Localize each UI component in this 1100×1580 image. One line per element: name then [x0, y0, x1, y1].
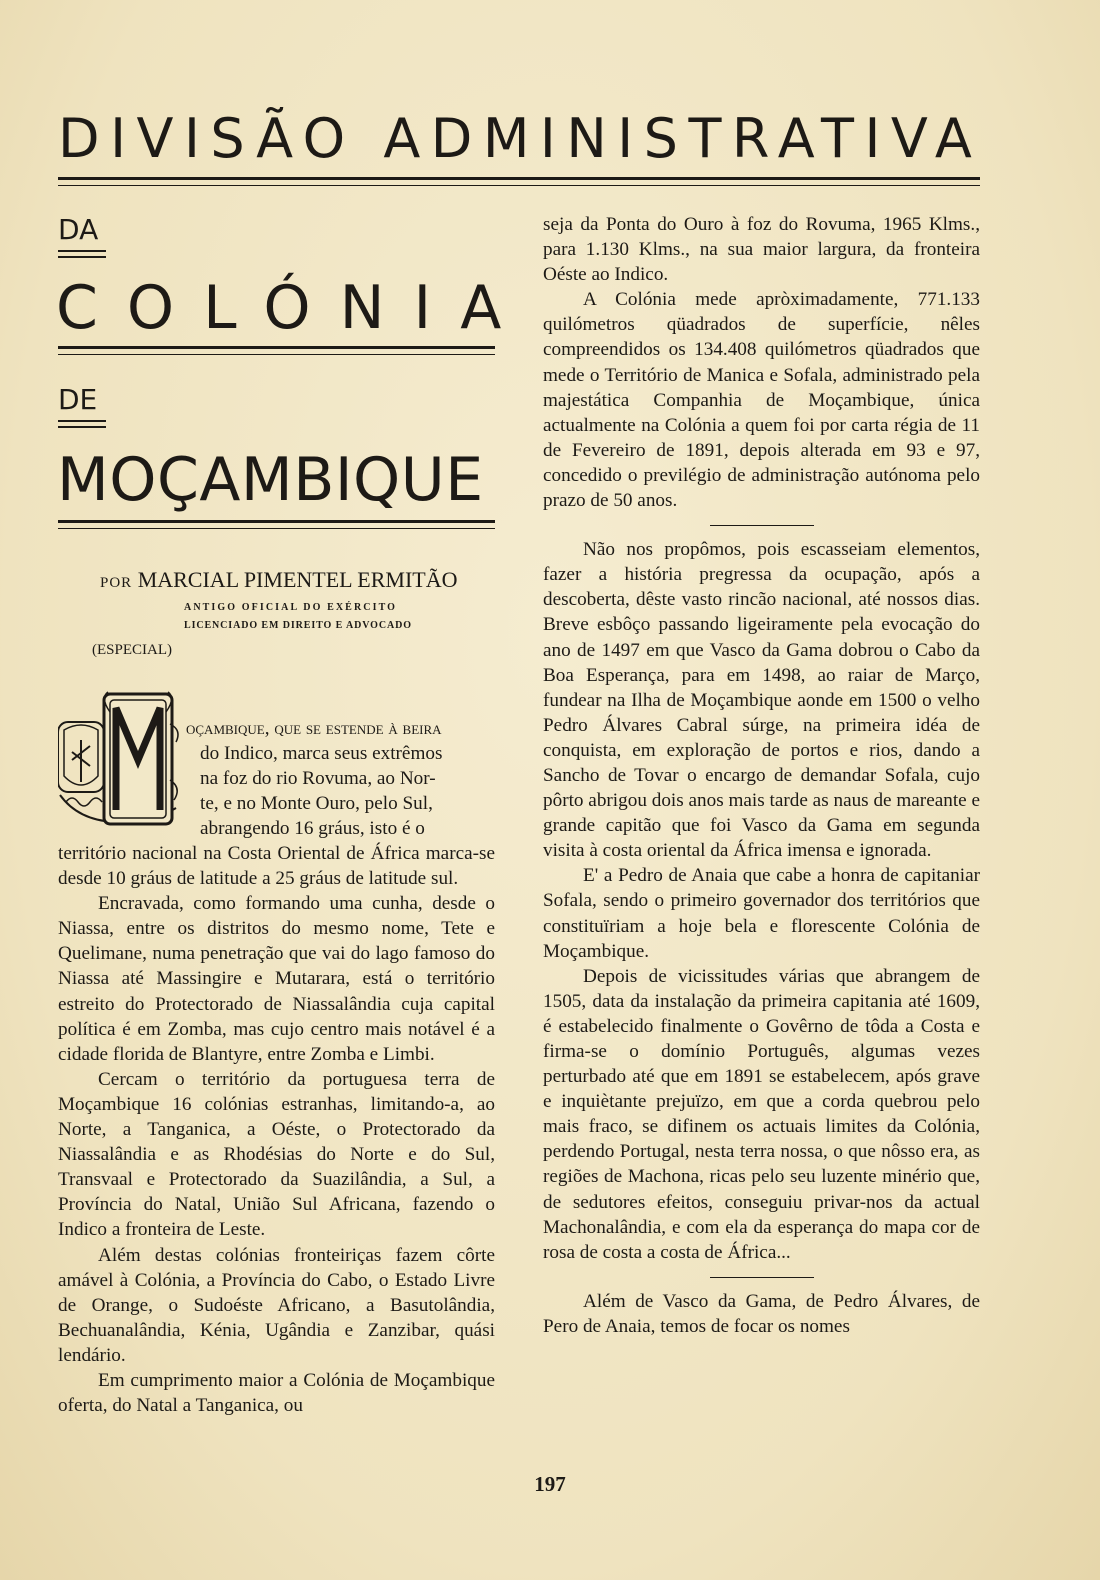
paragraph-right-5: Depois de vicissitudes várias que abrangem de 1505, data da instalação da primeira capitania até 1609, é estabelecido finalmente o Govêrno de tôda a Costa e firma-se o domínio Português, algumas vezes perturbado até que em 1891 se estabelecem, após grave e inquiètante prejuïzo, em que a corda quebrou pelo mais fraco, se difinem os actuais limites da Colónia, perdendo Portugal, nesta terra nossa, o que nôsso era, as regiões de Machona, ricas pelo seu luzente minério que, de sedutores efeitos, conseguiu privar-nos da actual Machonalândia, e com ela da esperança do mapa cor de rosa de costa a costa de África... [543, 965, 980, 1263]
title-rule-bottom [58, 185, 980, 186]
lead-line-2: do Indico, marca seus extrêmos [200, 743, 443, 764]
paragraph-right-2: A Colónia mede apròximadamente, 771.133 quilómetros qüadrados de superfície, nêles compreendidos os 134.408 quilómetros qüadrados que mede o Território de Manica e Sofala, administrado pela majestática Companhia de Moçambique, única actualmente na Colónia a quem foi por carta régia de 11 de Fevereiro de 1891, depois alterada em 93 e 97, concedido o previlégio de administração autónoma pelo prazo de 50 anos. [543, 289, 980, 512]
heading-colonia: COLÓNIA [56, 273, 531, 343]
title-rule-top [58, 177, 980, 180]
paragraph-left-1: território nacional na Costa Oriental de África marca-se desde 10 gráus de latitude a 25 gráus de latitude sul. [58, 843, 495, 890]
author-name: MARCIAL PIMENTEL ERMITÃO [137, 567, 458, 592]
lead-line-1-text: oçambique, que se estende à beira [186, 718, 442, 739]
especial-note: (ESPECIAL) [92, 642, 172, 658]
lead-line-4: te, e no Monte Ouro, pelo Sul, [200, 793, 433, 814]
heading-mocambique-rule-top [58, 520, 495, 523]
left-column [58, 841, 495, 1418]
heading-da-underline [58, 250, 106, 252]
byline-prefix: POR [100, 575, 133, 591]
page-number: 197 [534, 1472, 566, 1496]
section-separator-1 [710, 525, 814, 526]
heading-da: DA [58, 213, 99, 246]
lead-line-1 [186, 716, 495, 741]
byline [100, 567, 500, 593]
author-title-2: LICENCIADO EM DIREITO E ADVOCADO [184, 620, 412, 631]
heading-mocambique: MOÇAMBIQUE [57, 445, 484, 515]
heading-de-underline-2 [58, 426, 106, 428]
lead-line-3: na foz do rio Rovuma, ao Nor- [200, 768, 436, 789]
paragraph-right-3: Não nos propômos, pois escasseiam elementos, fazer a história pregressa da ocupação, após a descoberta, dêste vasto rincão nacional, até nossos dias. Breve esbôço passando ligeiramente pela evocação do ano de 1497 em que Vasco da Gama dobrou o Cabo da Boa Esperança, para em 1498, ao raiar de Março, fundear na Ilha de Moçambique aonde em 1500 o velho Pedro Álvares Cabral súrge, na primeira idéa de conquista, em exploração de portos e rios, dando a Sancho de Tovar o encargo de demandar Sofala, cujo pôrto abrigou dois anos mais tarde as naus de mareante e grande capitão que foi Vasco da Gama em segunda visita à costa oriental da África imensa e ignorada. [543, 539, 980, 862]
heading-de-underline [58, 420, 106, 422]
heading-colonia-rule-top [58, 346, 495, 349]
paragraph-left-2: Encravada, como formando uma cunha, desde o Niassa, entre os distritos do mesmo nome, Tete e Quelimane, numa penetração que vai do lago famoso do Niassa até Massingire e Mutarara, está o território estreito do Protectorado de Niassalândia cuja capital política é em Zomba, mas cujo centro mais notável é a cidade florida de Blantyre, entre Zomba e Limbi. [58, 893, 495, 1065]
author-title-1: ANTIGO OFICIAL DO EXÉRCITO [184, 602, 398, 613]
paragraph-right-6: Além de Vasco da Gama, de Pedro Álvares, de Pero de Anaia, temos de focar os nomes [543, 1290, 980, 1337]
paragraph-left-3: Cercam o território da portuguesa terra de Moçambique 16 colónias estranhas, limitando-a, ao Norte, a Tanganica, a Oéste, o Protectorado da Niassalândia e as Rhodésias do Norte e do Sul, Transvaal e Protectorado da Suazilândia, a Sul, a Província do Natal, União Sul Africana, fazendo o Indico a fronteira de Leste. [58, 1068, 495, 1241]
heading-mocambique-rule-bottom [58, 528, 495, 529]
lead-line-5: abrangendo 16 gráus, isto é o [200, 818, 425, 839]
right-column [543, 212, 980, 1339]
page-title: DIVISÃO ADMINISTRATIVA [58, 107, 983, 170]
dropcap-m-icon [58, 690, 186, 832]
heading-da-underline-2 [58, 256, 106, 258]
paragraph-right-1: seja da Ponta do Ouro à foz do Rovuma, 1965 Klms., para 1.130 Klms., na sua maior largura, da fronteira Oéste ao Indico. [543, 214, 980, 286]
paragraph-left-5: Em cumprimento maior a Colónia de Moçambique oferta, do Natal a Tanganica, ou [58, 1369, 495, 1417]
heading-de: DE [58, 383, 98, 416]
paragraph-left-4: Além destas colónias fronteiriças fazem côrte amável à Colónia, a Província do Cabo, o Estado Livre de Orange, o Sudoéste Africano, a Basutolândia, Bechuanalândia, Kénia, Ugândia e Zanzibar, quási lendário. [58, 1244, 495, 1366]
section-separator-2 [710, 1277, 814, 1278]
heading-colonia-rule-bottom [58, 354, 495, 355]
paragraph-right-4: E' a Pedro de Anaia que cabe a honra de capitaniar Sofala, sendo o primeiro governador dos territórios que constituïriam a hoje bela e florescente Colónia de Moçambique. [543, 865, 980, 962]
